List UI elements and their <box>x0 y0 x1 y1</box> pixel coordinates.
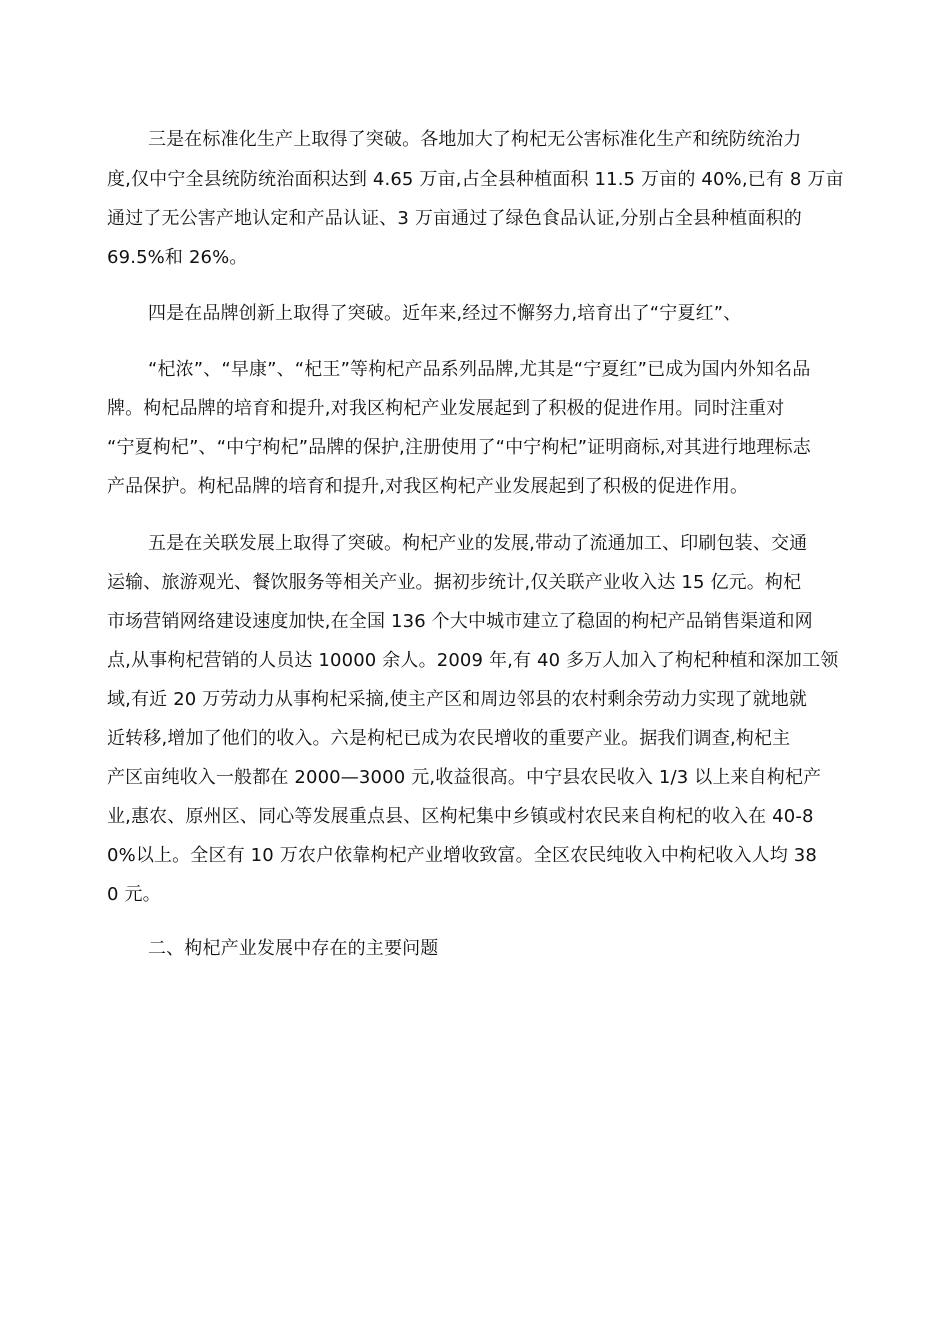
text-line: 三是在标准化生产上取得了突破。各地加大了枸杞无公害标准化生产和统防统治力 <box>148 129 802 150</box>
text-line: 产品保护。枸杞品牌的培育和提升,对我区枸杞产业发展起到了积极的促进作用。 <box>107 476 749 497</box>
text-line: “宁夏枸杞”、“中宁枸杞”品牌的保护,注册使用了“中宁枸杞”证明商标,对其进行地理标志 <box>107 437 811 458</box>
text-line: 通过了无公害产地认定和产品认证、3 万亩通过了绿色食品认证,分别占全县种植面积的 <box>107 208 802 229</box>
text-line: 0 元。 <box>107 884 161 905</box>
text-line: 近转移,增加了他们的收入。六是枸杞已成为农民增收的重要产业。据我们调查,枸杞主 <box>107 728 791 749</box>
text-line: 0%以上。全区有 10 万农户依靠枸杞产业增收致富。全区农民纯收入中枸杞收入人均 38 <box>107 845 817 866</box>
text-line: 运输、旅游观光、餐饮服务等相关产业。据初步统计,仅关联产业收入达 15 亿元。枸杞 <box>107 572 802 593</box>
text-line: 五是在关联发展上取得了突破。枸杞产业的发展,带动了流通加工、印刷包装、交通 <box>148 533 808 554</box>
text-line: 点,从事枸杞营销的人员达 10000 余人。2009 年,有 40 多万人加入了枸杞种植和深加工领 <box>107 650 839 671</box>
section-heading: 二、枸杞产业发展中存在的主要问题 <box>148 938 439 959</box>
text-line: 69.5%和 26%。 <box>107 247 248 268</box>
text-line: 牌。枸杞品牌的培育和提升,对我区枸杞产业发展起到了积极的促进作用。同时注重对 <box>107 398 785 419</box>
text-line: 业,惠农、原州区、同心等发展重点县、区枸杞集中乡镇或村农民来自枸杞的收入在 40-8 <box>107 806 814 827</box>
text-line: “杞浓”、“早康”、“杞王”等枸杞产品系列品牌,尤其是“宁夏红”已成为国内外知名品 <box>148 359 811 380</box>
text-line: 产区亩纯收入一般都在 2000—3000 元,收益很高。中宁县农民收入 1/3 以上来自枸杞产 <box>107 767 822 788</box>
text-line: 度,仅中宁全县统防统治面积达到 4.65 万亩,占全县种植面积 11.5 万亩的 40%,已有 8 万亩 <box>107 169 844 190</box>
text-line: 市场营销网络建设速度加快,在全国 136 个大中城市建立了稳固的枸杞产品销售渠道和网 <box>107 611 813 632</box>
text-line: 域,有近 20 万劳动力从事枸杞采摘,使主产区和周边邻县的农村剩余劳动力实现了就地就 <box>107 689 808 710</box>
text-line: 四是在品牌创新上取得了突破。近年来,经过不懈努力,培育出了“宁夏红”、 <box>148 303 742 324</box>
